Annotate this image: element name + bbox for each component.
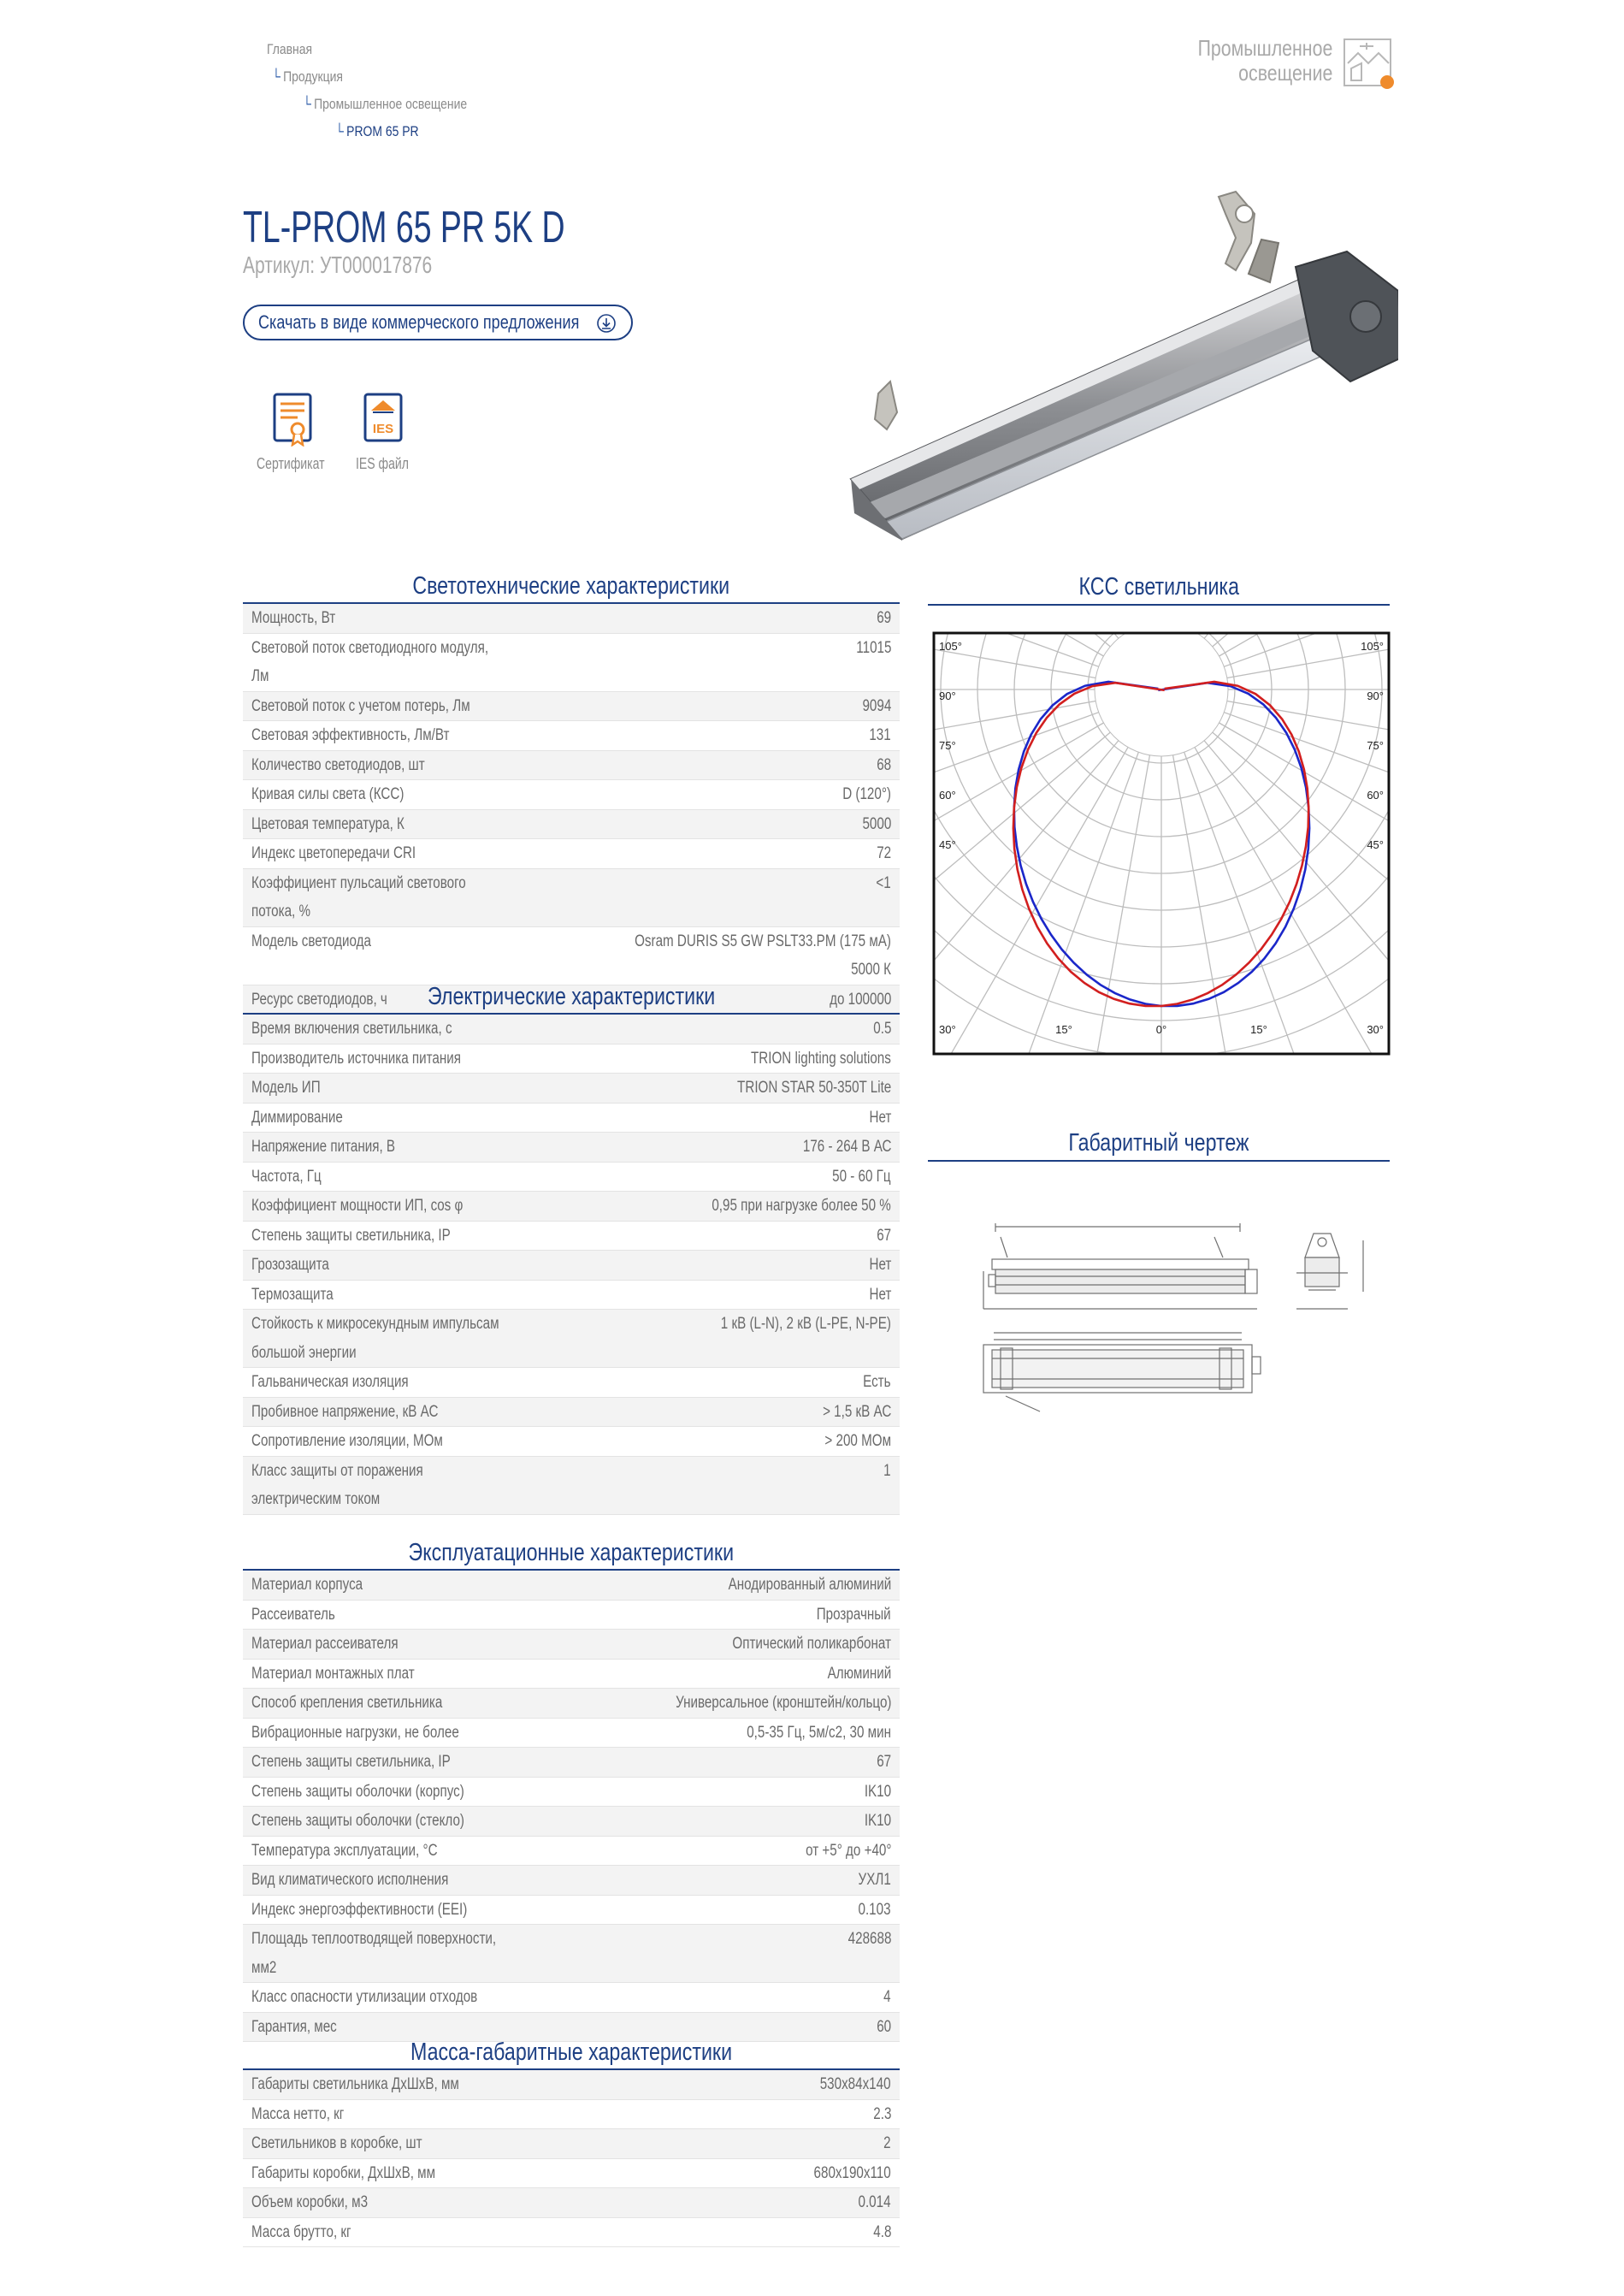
spec-row xyxy=(243,1807,900,1837)
spec-key: Стойкость к микросекундным импульсам большой энергии xyxy=(251,1315,499,1362)
spec-row xyxy=(243,1163,900,1192)
spec-value: 5000 xyxy=(862,814,891,833)
spec-row xyxy=(243,1983,900,2013)
spec-row xyxy=(243,751,900,781)
spec-key: Степень защиты светильника, IP xyxy=(251,1753,451,1771)
spec-value: 530x84x140 xyxy=(820,2075,891,2093)
spec-key: Гальваническая изоляция xyxy=(251,1373,409,1391)
spec-row xyxy=(243,2100,900,2130)
spec-row xyxy=(243,1719,900,1749)
spec-key: Температура эксплуатации, °С xyxy=(251,1841,438,1860)
polar-label: 105° xyxy=(939,640,962,653)
spec-value: Нет xyxy=(869,1285,891,1304)
spec-table xyxy=(243,1015,900,1515)
spec-row xyxy=(243,2129,900,2159)
spec-value: Нет xyxy=(869,1256,891,1274)
polar-label: 90° xyxy=(1367,689,1384,702)
spec-value: Анодированный алюминий xyxy=(728,1576,891,1594)
spec-value: 428688 xyxy=(847,1930,891,1948)
download-icon xyxy=(597,314,616,333)
spec-key: Пробивное напряжение, кВ АС xyxy=(251,1402,439,1421)
spec-row xyxy=(243,604,900,634)
polar-chart xyxy=(932,631,1391,1056)
spec-row xyxy=(243,1660,900,1689)
spec-key: Вид климатического исполнения xyxy=(251,1871,449,1889)
spec-row xyxy=(243,1015,900,1044)
spec-row xyxy=(243,692,900,722)
spec-row xyxy=(243,1896,900,1926)
spec-row xyxy=(243,1222,900,1252)
spec-value: D (120°) xyxy=(842,785,891,803)
spec-value: 176 - 264 В АС xyxy=(802,1138,891,1156)
spec-row xyxy=(243,839,900,869)
polar-label: 75° xyxy=(1367,739,1384,752)
breadcrumb-current: └ PROM 65 PR xyxy=(335,123,419,139)
spec-value: Osram DURIS S5 GW PSLT33.PM (175 мА) 5000 К xyxy=(635,932,891,979)
spec-key: Индекс энергоэффективности (EEI) xyxy=(251,1900,468,1919)
industrial-building-icon xyxy=(1343,38,1394,89)
spec-row xyxy=(243,1368,900,1398)
spec-value: 0.014 xyxy=(858,2193,891,2211)
spec-value: 2 xyxy=(883,2134,891,2152)
spec-value: 4.8 xyxy=(872,2222,891,2241)
spec-key: Световой поток с учетом потерь, Лм xyxy=(251,696,470,715)
spec-value: 11015 xyxy=(855,638,891,657)
spec-row xyxy=(243,1133,900,1163)
section-operational xyxy=(243,1536,900,2042)
spec-key: Материал монтажных плат xyxy=(251,1664,415,1683)
spec-row xyxy=(243,634,900,692)
spec-value: 0.103 xyxy=(858,1900,891,1919)
spec-row xyxy=(243,721,900,751)
spec-key: Коэффициент мощности ИП, cos φ xyxy=(251,1197,464,1215)
spec-value: 2.3 xyxy=(872,2104,891,2123)
spec-key: Рассеиватель xyxy=(251,1605,335,1624)
polar-chart-title: КСС светильника xyxy=(928,570,1390,606)
spec-row xyxy=(243,1457,900,1515)
spec-key: Напряжение питания, В xyxy=(251,1138,396,1156)
breadcrumb-industrial[interactable]: └ Промышленное освещение xyxy=(303,96,468,112)
spec-key: Масса нетто, кг xyxy=(251,2104,345,2123)
polar-label: 90° xyxy=(939,689,956,702)
product-title: TL-PROM 65 PR 5K D xyxy=(243,203,565,252)
certificate-icon[interactable] xyxy=(272,392,313,447)
ies-file-label[interactable]: IES файл xyxy=(356,455,409,472)
spec-table xyxy=(243,1571,900,2042)
spec-key: Термозащита xyxy=(251,1285,334,1304)
spec-key: Цветовая температура, К xyxy=(251,814,405,833)
spec-value: Алюминий xyxy=(827,1664,891,1683)
spec-value: 0,95 при нагрузке более 50 % xyxy=(712,1197,891,1215)
spec-key: Производитель источника питания xyxy=(251,1049,461,1068)
spec-key: Диммирование xyxy=(251,1108,343,1127)
spec-row xyxy=(243,2159,900,2189)
spec-value: 4 xyxy=(883,1988,891,2006)
spec-key: Степень защиты оболочки (корпус) xyxy=(251,1782,464,1801)
spec-value: 50 - 60 Гц xyxy=(832,1167,891,1186)
section-dimensions xyxy=(243,2036,900,2247)
spec-value: 72 xyxy=(877,844,891,862)
section-electrical xyxy=(243,980,900,1515)
spec-row xyxy=(243,1074,900,1104)
spec-value: IK10 xyxy=(864,1782,891,1801)
section-lighting xyxy=(243,570,900,1015)
spec-value: УХЛ1 xyxy=(858,1871,891,1889)
spec-key: Световой поток светодиодного модуля, Лм xyxy=(251,638,489,685)
spec-row xyxy=(243,1398,900,1428)
spec-key: Объем коробки, м3 xyxy=(251,2193,369,2211)
polar-label: 30° xyxy=(939,1023,956,1036)
spec-row xyxy=(243,1310,900,1368)
spec-value: 0.5 xyxy=(872,1020,891,1038)
spec-row xyxy=(243,1748,900,1778)
spec-value: 1 xyxy=(883,1461,891,1480)
svg-text:IES: IES xyxy=(372,422,394,436)
product-sku: Артикул: УТ000017876 xyxy=(243,251,433,278)
breadcrumb-products[interactable]: └ Продукция xyxy=(272,68,343,85)
spec-value: 67 xyxy=(877,1753,891,1771)
spec-table xyxy=(243,2070,900,2247)
spec-row xyxy=(243,1866,900,1896)
spec-key: Частота, Гц xyxy=(251,1167,322,1186)
certificate-label[interactable]: Сертификат xyxy=(257,455,325,472)
spec-row xyxy=(243,1251,900,1281)
spec-value: > 200 МОм xyxy=(824,1432,891,1450)
spec-value: 1 кВ (L-N), 2 кВ (L-PE, N-PE) xyxy=(720,1315,891,1333)
spec-value: до 100000 xyxy=(829,990,891,1009)
spec-value: TRION lighting solutions xyxy=(751,1049,891,1068)
spec-row xyxy=(243,1778,900,1808)
section-title: Светотехнические характеристики xyxy=(243,570,900,604)
spec-key: Материал корпуса xyxy=(251,1576,363,1594)
spec-key: Класс опасности утилизации отходов xyxy=(251,1988,478,2006)
spec-row xyxy=(243,869,900,927)
spec-row xyxy=(243,1689,900,1719)
spec-key: Мощность, Вт xyxy=(251,609,336,627)
polar-label: 45° xyxy=(1367,838,1384,851)
spec-value: Универсальное (кронштейн/кольцо) xyxy=(675,1694,891,1712)
polar-label: 15° xyxy=(1250,1023,1267,1036)
spec-key: Вибрационные нагрузки, не более xyxy=(251,1723,459,1742)
spec-value: 68 xyxy=(877,755,891,774)
spec-row xyxy=(243,1192,900,1222)
spec-key: Гарантия, мес xyxy=(251,2017,337,2036)
spec-row xyxy=(243,1571,900,1601)
spec-value: Оптический поликарбонат xyxy=(732,1635,891,1653)
section-title: Масса-габаритные характеристики xyxy=(243,2036,900,2070)
spec-value: > 1,5 кВ АС xyxy=(822,1402,891,1421)
spec-value: Нет xyxy=(869,1108,891,1127)
spec-key: Способ крепления светильника xyxy=(251,1694,443,1712)
spec-row xyxy=(243,1630,900,1660)
spec-key: Класс защиты от поражения электрическим током xyxy=(251,1461,423,1508)
polar-label: 105° xyxy=(1361,640,1384,653)
ies-file-icon[interactable] xyxy=(363,392,404,447)
spec-row xyxy=(243,2188,900,2218)
spec-key: Габариты светильника ДхШхВ, мм xyxy=(251,2075,459,2093)
spec-key: Модель ИП xyxy=(251,1079,321,1097)
spec-value: 9094 xyxy=(862,696,891,715)
spec-row xyxy=(243,927,900,985)
spec-table xyxy=(243,604,900,1015)
spec-key: Кривая силы света (КСС) xyxy=(251,785,405,803)
spec-value: 680x190x110 xyxy=(813,2163,891,2182)
spec-row xyxy=(243,1837,900,1867)
category-line2: освещение xyxy=(1237,60,1332,86)
spec-value: 131 xyxy=(869,726,891,744)
spec-row xyxy=(243,780,900,810)
spec-row xyxy=(243,1925,900,1983)
download-offer-button[interactable] xyxy=(243,305,633,340)
section-title: Эксплуатационные характеристики xyxy=(243,1536,900,1571)
polar-label: 60° xyxy=(939,789,956,802)
product-image xyxy=(834,188,1398,565)
spec-row xyxy=(243,810,900,840)
spec-value: Прозрачный xyxy=(817,1605,891,1624)
spec-value: TRION STAR 50-350T Lite xyxy=(736,1079,891,1097)
spec-key: Материал рассеивателя xyxy=(251,1635,399,1653)
spec-key: Индекс цветопередачи CRI xyxy=(251,844,416,862)
spec-value: 69 xyxy=(877,609,891,627)
spec-row xyxy=(243,1281,900,1311)
spec-key: Световая эффективность, Лм/Вт xyxy=(251,726,450,744)
spec-key: Степень защиты оболочки (стекло) xyxy=(251,1812,464,1830)
spec-value: IK10 xyxy=(864,1812,891,1830)
polar-label: 75° xyxy=(939,739,956,752)
spec-row xyxy=(243,1427,900,1457)
spec-key: Грозозащита xyxy=(251,1256,329,1274)
category-line1: Промышленное xyxy=(1197,35,1332,61)
spec-key: Сопротивление изоляции, МОм xyxy=(251,1432,443,1450)
spec-key: Масса брутто, кг xyxy=(251,2222,351,2241)
spec-value: от +5° до +40° xyxy=(805,1841,891,1860)
polar-label: 45° xyxy=(939,838,956,851)
spec-key: Степень защиты светильника, IP xyxy=(251,1226,451,1245)
dimensional-drawing xyxy=(958,1206,1385,1437)
spec-row xyxy=(243,1044,900,1074)
polar-label: 15° xyxy=(1055,1023,1072,1036)
spec-value: 60 xyxy=(877,2017,891,2036)
polar-label: 0° xyxy=(1155,1023,1167,1036)
spec-key: Количество светодиодов, шт xyxy=(251,755,425,774)
spec-key: Ресурс светодиодов, ч xyxy=(251,990,387,1009)
drawing-title: Габаритный чертеж xyxy=(928,1126,1390,1162)
spec-key: Светильников в коробке, шт xyxy=(251,2134,422,2152)
spec-key: Коэффициент пульсаций светового потока, % xyxy=(251,873,466,920)
spec-value: Есть xyxy=(863,1373,891,1391)
section-title: Электрические характеристики xyxy=(243,980,900,1015)
spec-key: Модель светодиода xyxy=(251,932,371,950)
polar-label: 30° xyxy=(1367,1023,1384,1036)
polar-grid xyxy=(932,631,1391,1056)
spec-value: 0,5-35 Гц, 5м/с2, 30 мин xyxy=(747,1723,891,1742)
spec-row xyxy=(243,2070,900,2100)
download-offer-label: Скачать в виде коммерческого предложения xyxy=(258,311,580,333)
spec-row xyxy=(243,2218,900,2248)
spec-value: 67 xyxy=(877,1226,891,1245)
spec-row xyxy=(243,1601,900,1630)
spec-key: Время включения светильника, с xyxy=(251,1020,452,1038)
breadcrumb-home[interactable]: Главная xyxy=(267,41,313,57)
spec-value: <1 xyxy=(876,873,891,892)
polar-label: 60° xyxy=(1367,789,1384,802)
spec-key: Габариты коробки, ДхШхВ, мм xyxy=(251,2163,436,2182)
spec-row xyxy=(243,1104,900,1133)
spec-key: Площадь теплоотводящей поверхности, мм2 xyxy=(251,1930,497,1977)
category-label[interactable] xyxy=(1112,36,1332,91)
